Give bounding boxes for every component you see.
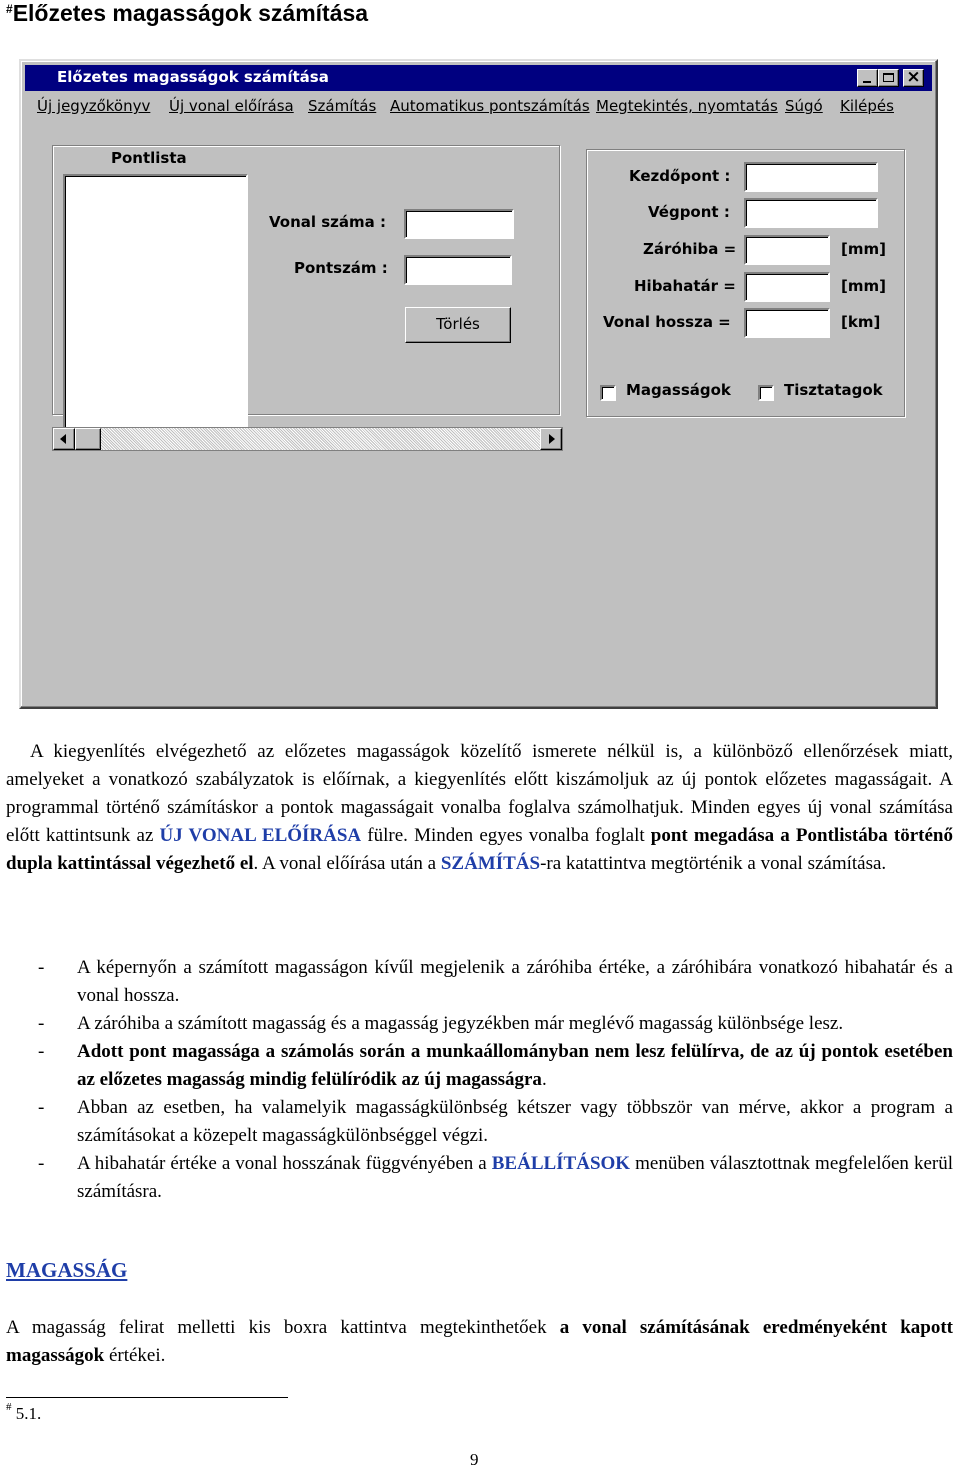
bullet-dash: - bbox=[38, 1097, 45, 1118]
height-section-paragraph bbox=[6, 1314, 953, 1370]
horizontal-scrollbar[interactable] bbox=[52, 427, 563, 451]
window-title: Előzetes magasságok számítása bbox=[57, 68, 329, 86]
intro-text-3: . A vonal előírása után a bbox=[253, 853, 441, 874]
menu-new-record[interactable]: Új jegyzőkönyv bbox=[37, 97, 151, 115]
heights-checkbox-label: Magasságok bbox=[626, 381, 731, 399]
section-text-2: értékei. bbox=[104, 1345, 166, 1366]
bullet-text: A záróhiba a számított magasság és a magasság jegyzékben már meglévő magasság különbsége lesz. bbox=[77, 1013, 844, 1034]
height-section-title: MAGASSÁG bbox=[6, 1258, 128, 1282]
footnote-rule bbox=[6, 1397, 288, 1398]
bullet-dash: - bbox=[38, 1013, 45, 1034]
bullet-bold-text: Adott pont magassága a számolás során a munkaállományban nem lesz felülírva, de az új pontok esetében az előzetes magasság mindig felülíródik az új magasságra bbox=[77, 1041, 953, 1090]
start-point-label: Kezdőpont : bbox=[629, 167, 731, 185]
bullet-text: Abban az esetben, ha valamelyik magasságkülönbség kétszer vagy többször van mérve, akkor a program a számításokat a közepelt magasságkülönbséggel végzi. bbox=[77, 1097, 953, 1146]
minimize-button[interactable] bbox=[857, 69, 878, 87]
footnote-mark: # bbox=[6, 1401, 12, 1413]
scroll-left-button[interactable] bbox=[53, 428, 75, 450]
maximize-icon bbox=[883, 73, 894, 82]
closure-error-unit: [mm] bbox=[841, 240, 886, 258]
intro-bold-1: pont megadása a Pontlistába történő dupla kattintással végezhető el bbox=[6, 825, 953, 874]
tolerance-label: Hibahatár = bbox=[634, 277, 736, 295]
list-item bbox=[6, 1010, 953, 1038]
menu-view-print[interactable]: Megtekintés, nyomtatás bbox=[596, 97, 778, 115]
minimize-icon bbox=[863, 81, 871, 83]
calculation-keyword: SZÁMÍTÁS bbox=[440, 853, 541, 874]
heights-checkbox[interactable] bbox=[600, 385, 616, 401]
menu-calculation[interactable]: Számítás bbox=[308, 97, 377, 115]
scroll-thumb[interactable] bbox=[75, 428, 101, 450]
end-point-label: Végpont : bbox=[648, 203, 730, 221]
bullet-dash: - bbox=[38, 957, 45, 978]
line-number-label: Vonal száma : bbox=[269, 213, 387, 231]
close-icon: × bbox=[906, 67, 921, 87]
footnote-text: 5.1. bbox=[15, 1404, 42, 1423]
closure-error-label: Záróhiba = bbox=[643, 240, 737, 258]
heading-footnote-mark: # bbox=[6, 2, 13, 16]
point-list[interactable] bbox=[63, 174, 248, 430]
section-heading bbox=[6, 0, 368, 27]
line-number-field[interactable] bbox=[404, 209, 514, 239]
line-length-unit: [km] bbox=[841, 313, 881, 331]
tolerance-field[interactable] bbox=[744, 272, 830, 302]
end-point-field[interactable] bbox=[744, 198, 878, 228]
title-bar bbox=[25, 65, 932, 91]
heading-text: Előzetes magasságok számítása bbox=[12, 0, 369, 26]
arrow-left-icon bbox=[60, 434, 66, 444]
errors-checkbox-label: Tisztatagok bbox=[784, 381, 883, 399]
menu-bar bbox=[25, 95, 932, 117]
bullet-dash: - bbox=[38, 1153, 45, 1174]
line-length-label: Vonal hossza = bbox=[603, 313, 731, 331]
menu-new-line[interactable]: Új vonal előírása bbox=[169, 97, 294, 115]
maximize-button[interactable] bbox=[878, 69, 899, 87]
list-item bbox=[6, 1038, 953, 1094]
app-window bbox=[19, 59, 938, 709]
section-text-1: A magasság felirat melletti kis boxra kattintva megtekinthetőek bbox=[6, 1317, 560, 1338]
section-bold-text: a vonal számításának eredményeként kapott magasságok bbox=[6, 1317, 953, 1366]
menu-automatic-calc[interactable]: Automatikus pontszámítás bbox=[390, 97, 590, 115]
new-line-keyword: ÚJ VONAL ELŐÍRÁSA bbox=[159, 825, 362, 846]
intro-text-1: A kiegyenlítés elvégezhető az előzetes magasságok közelítő ismerete nélkül is, a különböző ellenőrzések miatt, amelyeket a vonatkozó szabályzatok is előírnak, a kiegyenlítés előtt kiszámoljuk az új pontok előzetes magasságait. A programmal történő számításkor a pontok magasságait vonalba foglalva számolhatjuk. Minden egyes új vonal számítása előtt kattintsunk az bbox=[6, 741, 953, 846]
delete-button[interactable]: Törlés bbox=[405, 307, 511, 343]
close-button[interactable] bbox=[903, 69, 924, 87]
bullet-dash: - bbox=[38, 1041, 45, 1062]
bullet-list bbox=[6, 954, 953, 1206]
bullet-text: A képernyőn a számított magasságon kívűl megjelenik a záróhiba értéke, a záróhibára vonatkozó hibahatár és a vonal hossza. bbox=[77, 957, 953, 1006]
bullet-text-end: menüben választottnak megfelelően kerül számításra. bbox=[77, 1153, 953, 1202]
intro-text-4: -ra katattintva megtörténik a vonal számítása. bbox=[540, 853, 887, 874]
menu-help[interactable]: Súgó bbox=[785, 97, 823, 115]
menu-exit[interactable]: Kilépés bbox=[840, 97, 894, 115]
point-list-title: Pontlista bbox=[111, 149, 187, 167]
closure-error-field[interactable] bbox=[744, 235, 830, 265]
bullet-text: A hibahatár értéke a vonal hosszának függvényében a bbox=[77, 1153, 492, 1174]
tolerance-unit: [mm] bbox=[841, 277, 886, 295]
errors-checkbox[interactable] bbox=[758, 385, 774, 401]
line-length-field[interactable] bbox=[744, 308, 830, 338]
footnote bbox=[6, 1401, 42, 1424]
start-point-field[interactable] bbox=[744, 162, 878, 192]
list-item bbox=[6, 1094, 953, 1150]
settings-keyword: BEÁLLÍTÁSOK bbox=[491, 1153, 631, 1174]
point-number-field[interactable] bbox=[404, 255, 512, 285]
intro-paragraph bbox=[6, 738, 953, 878]
list-item bbox=[6, 1150, 953, 1206]
arrow-right-icon bbox=[549, 434, 555, 444]
list-item bbox=[6, 954, 953, 1010]
page-number: 9 bbox=[470, 1450, 479, 1469]
bullet-text-end: . bbox=[541, 1069, 547, 1090]
scroll-right-button[interactable] bbox=[540, 428, 562, 450]
point-number-label: Pontszám : bbox=[294, 259, 388, 277]
intro-text-2: fülre. Minden egyes vonalba foglalt bbox=[361, 825, 651, 846]
